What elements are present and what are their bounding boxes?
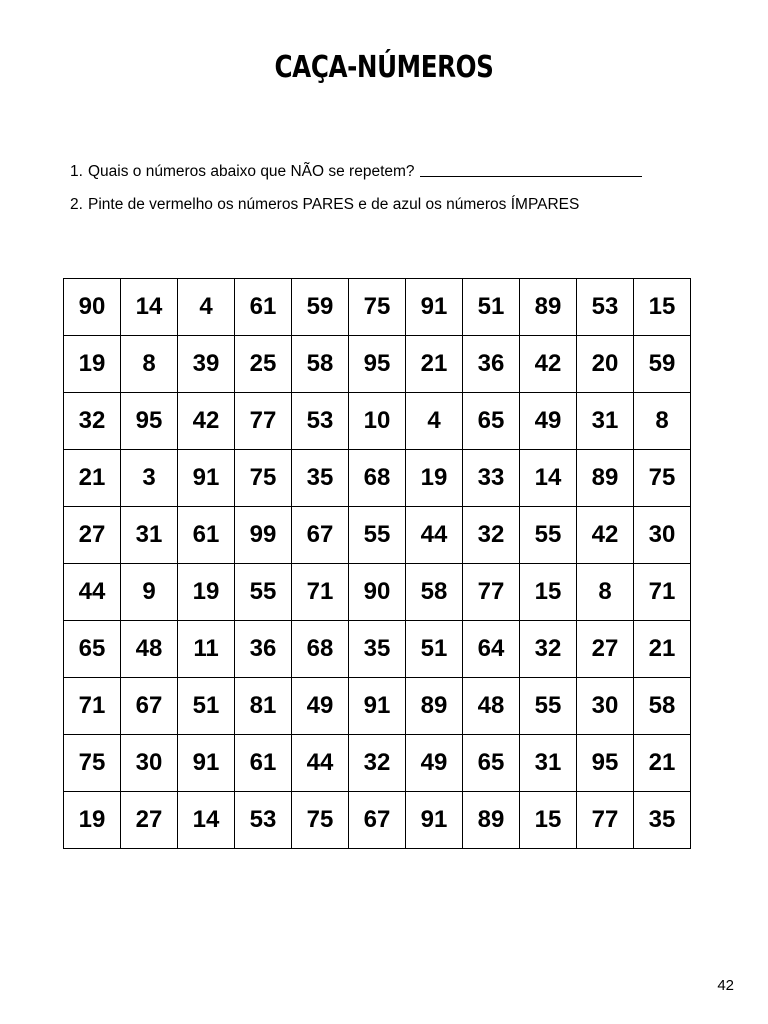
grid-cell[interactable]: 4: [178, 279, 235, 336]
grid-cell[interactable]: 81: [235, 678, 292, 735]
grid-cell[interactable]: 15: [520, 792, 577, 849]
grid-cell[interactable]: 91: [349, 678, 406, 735]
grid-cell[interactable]: 75: [349, 279, 406, 336]
grid-cell[interactable]: 19: [406, 450, 463, 507]
grid-cell[interactable]: 36: [235, 621, 292, 678]
number-grid-body: [64, 279, 691, 849]
grid-cell[interactable]: 67: [292, 507, 349, 564]
grid-cell[interactable]: 65: [64, 621, 121, 678]
number-grid: [63, 278, 691, 849]
grid-cell[interactable]: 14: [520, 450, 577, 507]
grid-cell[interactable]: 10: [349, 393, 406, 450]
grid-cell[interactable]: 14: [178, 792, 235, 849]
grid-cell[interactable]: 4: [406, 393, 463, 450]
grid-cell[interactable]: 51: [463, 279, 520, 336]
grid-cell[interactable]: 36: [463, 336, 520, 393]
grid-cell[interactable]: 31: [520, 735, 577, 792]
grid-cell[interactable]: 20: [577, 336, 634, 393]
grid-cell[interactable]: 61: [178, 507, 235, 564]
instruction-item: [70, 162, 642, 182]
grid-cell[interactable]: 59: [292, 279, 349, 336]
grid-cell[interactable]: 33: [463, 450, 520, 507]
grid-cell[interactable]: 99: [235, 507, 292, 564]
grid-cell[interactable]: 58: [634, 678, 691, 735]
grid-cell[interactable]: 71: [634, 564, 691, 621]
grid-cell[interactable]: 49: [292, 678, 349, 735]
grid-row: [64, 279, 691, 336]
grid-cell[interactable]: 77: [463, 564, 520, 621]
grid-cell[interactable]: 53: [577, 279, 634, 336]
instruction-text: Pinte de vermelho os números PARES e de azul os números ÍMPARES: [88, 196, 580, 213]
grid-cell[interactable]: 8: [634, 393, 691, 450]
grid-cell[interactable]: 30: [634, 507, 691, 564]
page-title: CAÇA-NÚMEROS: [274, 50, 494, 85]
grid-cell[interactable]: 32: [463, 507, 520, 564]
grid-cell[interactable]: 49: [406, 735, 463, 792]
grid-cell[interactable]: 51: [178, 678, 235, 735]
grid-cell[interactable]: 89: [463, 792, 520, 849]
grid-cell[interactable]: 55: [349, 507, 406, 564]
grid-cell[interactable]: 42: [520, 336, 577, 393]
grid-cell[interactable]: 51: [406, 621, 463, 678]
grid-cell[interactable]: 21: [64, 450, 121, 507]
grid-cell[interactable]: 48: [121, 621, 178, 678]
instruction-text: Quais o números abaixo que NÃO se repetem?: [88, 163, 415, 180]
grid-cell[interactable]: 65: [463, 393, 520, 450]
grid-cell[interactable]: 42: [178, 393, 235, 450]
grid-cell[interactable]: 15: [520, 564, 577, 621]
grid-cell[interactable]: 19: [178, 564, 235, 621]
grid-cell[interactable]: 30: [577, 678, 634, 735]
instruction-item: [70, 195, 642, 215]
grid-cell[interactable]: 77: [577, 792, 634, 849]
grid-cell[interactable]: 8: [577, 564, 634, 621]
grid-cell[interactable]: 35: [634, 792, 691, 849]
grid-cell[interactable]: 91: [178, 735, 235, 792]
grid-row: [64, 450, 691, 507]
grid-cell[interactable]: 48: [463, 678, 520, 735]
grid-cell[interactable]: 75: [634, 450, 691, 507]
grid-cell[interactable]: 90: [64, 279, 121, 336]
grid-cell[interactable]: 89: [406, 678, 463, 735]
grid-cell[interactable]: 95: [577, 735, 634, 792]
grid-row: [64, 621, 691, 678]
grid-cell[interactable]: 27: [577, 621, 634, 678]
grid-row: [64, 507, 691, 564]
grid-cell[interactable]: 90: [349, 564, 406, 621]
grid-cell[interactable]: 58: [292, 336, 349, 393]
grid-cell[interactable]: 15: [634, 279, 691, 336]
grid-cell[interactable]: 25: [235, 336, 292, 393]
grid-cell[interactable]: 53: [292, 393, 349, 450]
grid-cell[interactable]: 89: [520, 279, 577, 336]
grid-cell[interactable]: 21: [406, 336, 463, 393]
grid-cell[interactable]: 19: [64, 336, 121, 393]
grid-cell[interactable]: 75: [292, 792, 349, 849]
grid-cell[interactable]: 21: [634, 735, 691, 792]
grid-cell[interactable]: 53: [235, 792, 292, 849]
grid-cell[interactable]: 67: [121, 678, 178, 735]
grid-cell[interactable]: 71: [64, 678, 121, 735]
grid-row: [64, 336, 691, 393]
grid-cell[interactable]: 95: [349, 336, 406, 393]
grid-cell[interactable]: 14: [121, 279, 178, 336]
grid-cell[interactable]: 19: [64, 792, 121, 849]
instruction-number: 1.: [70, 163, 83, 180]
grid-cell[interactable]: 58: [406, 564, 463, 621]
grid-cell[interactable]: 27: [121, 792, 178, 849]
grid-cell[interactable]: 91: [406, 279, 463, 336]
grid-cell[interactable]: 9: [121, 564, 178, 621]
answer-line[interactable]: [420, 162, 642, 177]
grid-cell[interactable]: 49: [520, 393, 577, 450]
grid-cell[interactable]: 32: [349, 735, 406, 792]
grid-cell[interactable]: 11: [178, 621, 235, 678]
grid-cell[interactable]: 68: [292, 621, 349, 678]
grid-cell[interactable]: 44: [406, 507, 463, 564]
instruction-number: 2.: [70, 196, 83, 213]
grid-cell[interactable]: 44: [292, 735, 349, 792]
grid-cell[interactable]: 91: [178, 450, 235, 507]
grid-cell[interactable]: 31: [577, 393, 634, 450]
grid-cell[interactable]: 32: [64, 393, 121, 450]
grid-cell[interactable]: 55: [520, 507, 577, 564]
grid-cell[interactable]: 21: [634, 621, 691, 678]
grid-cell[interactable]: 35: [292, 450, 349, 507]
grid-cell[interactable]: 55: [520, 678, 577, 735]
grid-cell[interactable]: 67: [349, 792, 406, 849]
grid-cell[interactable]: 42: [577, 507, 634, 564]
grid-cell[interactable]: 31: [121, 507, 178, 564]
grid-cell[interactable]: 61: [235, 279, 292, 336]
grid-row: [64, 393, 691, 450]
grid-cell[interactable]: 44: [64, 564, 121, 621]
grid-cell[interactable]: 55: [235, 564, 292, 621]
grid-cell[interactable]: 68: [349, 450, 406, 507]
grid-cell[interactable]: 27: [64, 507, 121, 564]
grid-cell[interactable]: 61: [235, 735, 292, 792]
grid-cell[interactable]: 39: [178, 336, 235, 393]
grid-cell[interactable]: 75: [64, 735, 121, 792]
grid-cell[interactable]: 71: [292, 564, 349, 621]
grid-cell[interactable]: 8: [121, 336, 178, 393]
grid-cell[interactable]: 59: [634, 336, 691, 393]
grid-cell[interactable]: 32: [520, 621, 577, 678]
page-number: 42: [717, 977, 734, 994]
grid-cell[interactable]: 64: [463, 621, 520, 678]
grid-row: [64, 678, 691, 735]
grid-cell[interactable]: 95: [121, 393, 178, 450]
grid-cell[interactable]: 30: [121, 735, 178, 792]
grid-cell[interactable]: 89: [577, 450, 634, 507]
instructions-list: [70, 162, 642, 228]
grid-cell[interactable]: 35: [349, 621, 406, 678]
grid-row: [64, 792, 691, 849]
grid-cell[interactable]: 75: [235, 450, 292, 507]
grid-row: [64, 564, 691, 621]
grid-cell[interactable]: 77: [235, 393, 292, 450]
grid-cell[interactable]: 3: [121, 450, 178, 507]
grid-cell[interactable]: 91: [406, 792, 463, 849]
grid-cell[interactable]: 65: [463, 735, 520, 792]
grid-row: [64, 735, 691, 792]
